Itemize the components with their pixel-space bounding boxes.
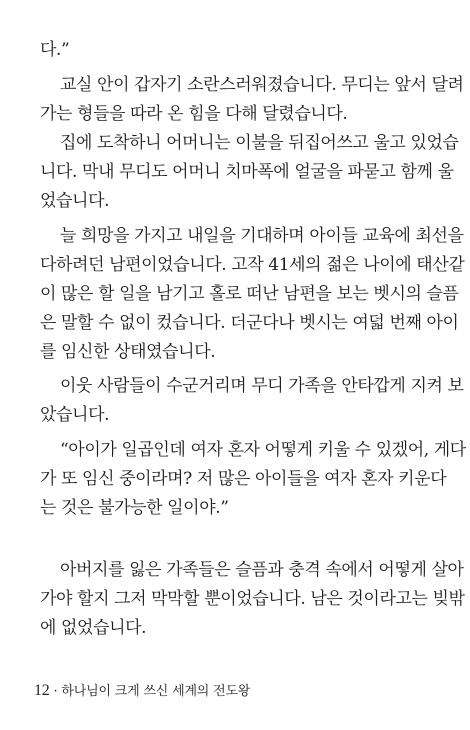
text-line: 늘 희망을 가지고 내일을 기대하며 아이들 교육에 최선을 — [60, 226, 464, 246]
text-line: 다하려던 남편이었습니다. 고작 41세의 젊은 나이에 태산같 — [40, 255, 465, 275]
text-line: 아버지를 잃은 가족들은 슬픔과 충격 속에서 어떻게 살아 — [60, 560, 464, 580]
text-line: 가야 할지 그저 막막할 뿐이었습니다. 남은 것이라고는 빚밖 — [40, 589, 465, 609]
text-line: 니다. 막내 무디도 어머니 치마폭에 얼굴을 파묻고 함께 울 — [40, 162, 454, 182]
text-line: 가는 형들을 따라 온 힘을 다해 달렸습니다. — [40, 104, 348, 124]
quote-line: 가 또 임신 중이라며? 저 많은 아이들을 여자 혼자 키운다 — [40, 469, 447, 489]
page-footer — [34, 681, 250, 702]
footer-separator: · — [53, 684, 58, 699]
text-line: 은 말할 수 없이 컸습니다. 더군다나 벳시는 여덟 번째 아이 — [40, 313, 459, 333]
text-line: 집에 도착하니 어머니는 이불을 뒤집어쓰고 울고 있었습 — [60, 133, 459, 153]
text-line: 이 많은 할 일을 남기고 홀로 떠난 남편을 보는 벳시의 슬픔 — [40, 284, 459, 304]
running-title: 하나님이 크게 쓰신 세계의 전도왕 — [61, 684, 251, 699]
text-line: 았습니다. — [40, 405, 110, 425]
text-line: 이웃 사람들이 수군거리며 무디 가족을 안타깝게 지켜 보 — [60, 376, 464, 396]
text-line: 에 없었습니다. — [40, 618, 147, 638]
page-number: 12 — [34, 682, 50, 699]
text-line: 를 임신한 상태였습니다. — [40, 342, 216, 362]
quote-line: 는 것은 불가능한 일이야.” — [40, 498, 229, 518]
text-line: 다.” — [40, 40, 70, 60]
quote-line: “아이가 일곱인데 여자 혼자 어떻게 키울 수 있겠어, 게다 — [60, 440, 466, 460]
text-line: 교실 안이 갑자기 소란스러워졌습니다. 무디는 앞서 달려 — [60, 75, 464, 95]
text-line: 었습니다. — [40, 191, 110, 211]
